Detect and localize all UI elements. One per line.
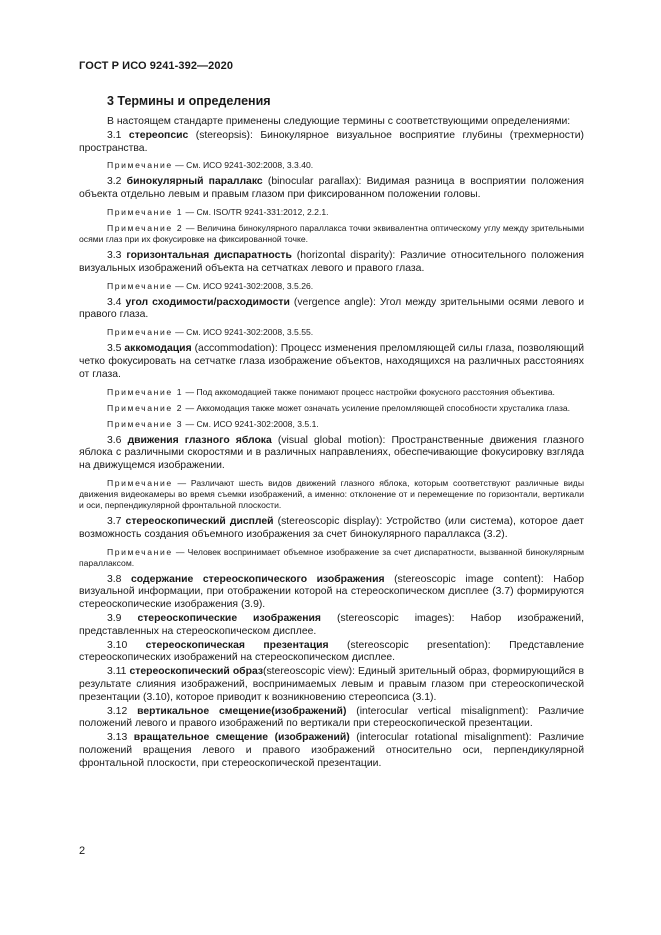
term-definition: (stereoscopic display): Устройство (или система), которое дает возможность создания объемного изображения за счет бинокулярного параллакса (3.2). [79, 515, 584, 540]
definition-paragraph [79, 516, 584, 542]
term-number: 3.2 [107, 176, 122, 188]
term-name: стереоскопический образ [129, 666, 264, 678]
note-label: Примечание 3 [107, 418, 184, 429]
note-paragraph [79, 547, 584, 569]
note-text: — См. ISO/TR 9241-331:2012, 2.2.1. [183, 206, 329, 217]
note-label: Примечание [107, 327, 173, 338]
note-paragraph [79, 207, 584, 218]
note-label: Примечание [107, 477, 173, 488]
term-name: содержание стереоскопического изображения [131, 573, 385, 585]
term-name: стереоскопические изображения [137, 612, 321, 624]
term-number: 3.8 [107, 573, 122, 585]
definition-paragraph [79, 574, 584, 612]
term-name: вертикальное смещение(изображений) [137, 705, 347, 717]
term-number: 3.12 [107, 705, 128, 717]
term-definition: (stereoscopic presentation): Представление стереоскопических изображений на стереоскопическом дисплее. [79, 639, 584, 664]
definition-paragraph [79, 613, 584, 639]
note-text: — Под аккомодацией также понимают процесс настройки фокусного расстояния объектива. [183, 386, 555, 397]
note-label: Примечание [107, 546, 173, 557]
note-text: — Человек воспринимает объемное изображение за счет диспаратности, вызванной бинокулярным параллаксом. [79, 546, 584, 568]
note-text: — См. ИСО 9241-302:2008, 3.5.55. [172, 327, 314, 338]
note-label: Примечание 1 [107, 386, 184, 397]
note-label: Примечание [107, 160, 173, 171]
term-name: движения глазного яблока [127, 434, 272, 446]
note-paragraph [79, 478, 584, 511]
intro-paragraph: В настоящем стандарте применены следующие термины с соответствующими определениями: [107, 116, 571, 127]
note-paragraph [79, 387, 584, 398]
term-definition: (horizontal disparity): Различие относительного положения визуальных изображений объекта на сетчатках левого и правого глаза. [79, 249, 584, 274]
note-paragraph [79, 281, 584, 292]
term-number: 3.1 [107, 129, 122, 141]
term-number: 3.6 [107, 434, 122, 446]
note-text: — См. ИСО 9241-302:2008, 3.5.1. [183, 418, 319, 429]
term-definition: (interocular rotational misalignment): Различие положений вращения левого и правого изображений относительно оси, перпендикулярной фронтальной плоскости, при стереоскопической презентации. [79, 732, 584, 769]
term-name: стереоскопическая презентация [145, 639, 329, 651]
term-number: 3.9 [107, 612, 122, 624]
note-paragraph [79, 223, 584, 245]
term-definition: (binocular parallax): Видимая разница в восприятии положения объекта отдельно левым и правым глазом при фиксированном положении головы. [79, 176, 585, 201]
term-number: 3.5 [107, 343, 122, 355]
note-paragraph [79, 419, 584, 430]
definition-paragraph [79, 130, 584, 156]
term-name: горизонтальная диспаратность [126, 249, 292, 261]
term-definition: (vergence angle): Угол между зрительными осями левого и правого глаза. [79, 296, 585, 321]
definition-paragraph [79, 250, 584, 276]
term-definition: (accommodation): Процесс изменения преломляющей силы глаза, позволяющий четко фокусировать на сетчатке глаза изображение объектов, находящихся на различных расстояниях от глаза. [79, 343, 584, 380]
page-number: 2 [79, 845, 86, 857]
definition-paragraph [79, 732, 584, 770]
definition-paragraph [79, 706, 584, 732]
term-number: 3.13 [107, 732, 128, 744]
definition-paragraph [79, 640, 584, 666]
section-title: 3 Термины и определения [107, 94, 271, 108]
note-label: Примечание 2 [107, 402, 184, 413]
term-number: 3.7 [107, 515, 122, 527]
term-name: аккомодация [124, 343, 192, 355]
definition-paragraph [79, 297, 584, 323]
document-header: ГОСТ Р ИСО 9241-392—2020 [79, 60, 234, 72]
term-name: стереоскопический дисплей [125, 515, 274, 527]
term-number: 3.4 [107, 296, 122, 308]
term-number: 3.11 [107, 666, 127, 678]
definition-paragraph [79, 435, 584, 473]
note-paragraph [79, 160, 584, 171]
term-name: угол сходимости/расходимости [125, 296, 290, 308]
note-label: Примечание 1 [107, 206, 184, 217]
term-definition: (interocular vertical misalignment): Различие положений левого и правого изображений по вертикали при стереоскопической презентации. [79, 705, 584, 730]
note-paragraph [79, 327, 584, 338]
definition-paragraph [79, 176, 584, 202]
note-text: — Аккомодация также может означать усиление преломляющей способности хрусталика глаза. [183, 402, 571, 413]
term-name: стереопсис [128, 129, 189, 141]
term-number: 3.3 [107, 249, 122, 261]
term-name: бинокулярный параллакс [126, 176, 263, 188]
note-paragraph [79, 403, 584, 414]
note-text: — Различают шесть видов движений глазного яблока, которым соответствуют различные виды движения видеокамеры во время съемки изображений, а именно: отклонение от и перемещение по горизонтали, вертикали и оси, перпендикулярной фронтальной плоскости. [79, 477, 584, 510]
term-number: 3.10 [107, 639, 128, 651]
definition-paragraph [79, 343, 584, 381]
definition-paragraph [79, 666, 584, 704]
term-definition: (visual global motion): Пространственные движения глазного яблока с различными скоростями и в различных направлениях, обеспечивающие фокусировку взгляда на движущемся изображении. [79, 434, 584, 472]
term-name: вращательное смещение (изображений) [133, 732, 350, 744]
note-text: — См. ИСО 9241-302:2008, 3.5.26. [172, 280, 314, 291]
note-label: Примечание 2 [107, 222, 184, 233]
term-definition: (stereoscopic image content): Набор визуальной информации, при отображении которой на стереоскопическом дисплее (3.7) формируются стереоскопические изображения (3.9). [79, 573, 584, 611]
note-text: — См. ИСО 9241-302:2008, 3.3.40. [172, 160, 314, 171]
definitions-body [79, 116, 584, 772]
term-definition: (stereoscopic view): Единый зрительный образ, формирующийся в результате слияния изображений, воспринимаемых левым и правым глазом при стереоскопической презентации (3.10), которое приводит к возникновению стереопсиса (3.1). [79, 666, 584, 703]
note-text: — Величина бинокулярного параллакса точки эквивалентна оптическому углу между зрительными осями глаз при их фокусировке на фиксированной точке. [79, 222, 584, 244]
note-label: Примечание [107, 280, 173, 291]
term-definition: (stereoscopic images): Набор изображений, представленных на стереоскопическом дисплее. [79, 612, 584, 637]
term-definition: (stereopsis): Бинокулярное визуальное восприятие глубины (трехмерности) пространства. [79, 129, 584, 154]
